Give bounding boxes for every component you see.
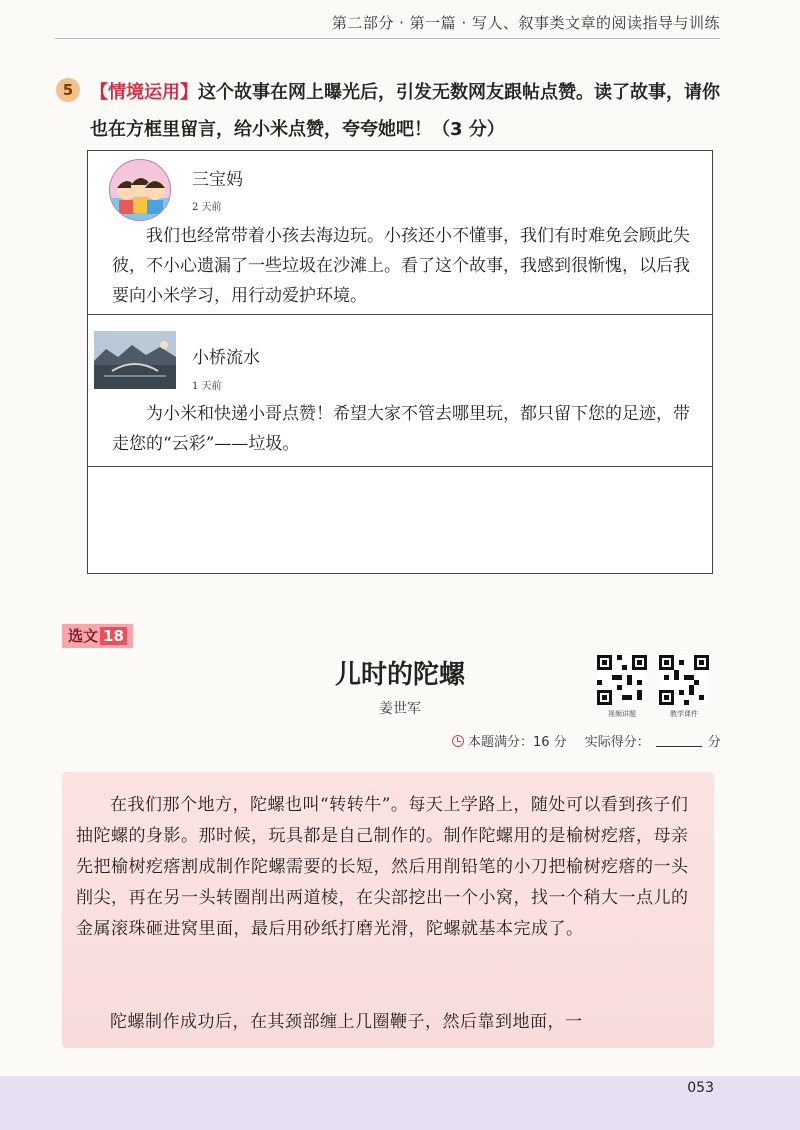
comment-time: 2 天前 xyxy=(192,202,222,213)
score-blank[interactable] xyxy=(656,735,702,747)
question-number-badge: 5 xyxy=(56,78,80,102)
qr-label: 视频讲题 xyxy=(608,710,636,718)
clock-icon xyxy=(452,735,464,747)
comment-time: 1 天前 xyxy=(192,381,222,392)
article-author: 姜世军 xyxy=(379,701,421,717)
comment-item xyxy=(88,315,712,467)
score-unit: 分 xyxy=(707,735,721,750)
passage-paragraph: 在我们那个地方，陀螺也叫“转转牛”。每天上学路上，随处可以看到孩子们抽陀螺的身影。那时候，玩具都是自己制作的。制作陀螺用的是榆树疙瘩，母亲先把榆树疙瘩割成制作陀螺需要的长短，然后用削铅笔的小刀把榆树疙瘩的一头削尖，再在另一头转圈削出两道棱，在尖部挖出一个小窝，找一个稍大一点儿的金属滚珠砸进窝里面，最后用砂纸打磨光滑，陀螺就基本完成了。 xyxy=(76,795,689,939)
score-line xyxy=(452,731,721,750)
actual-score-label: 实际得分： xyxy=(584,735,650,750)
comment-user-name: 小桥流水 xyxy=(192,348,260,368)
article-title: 儿时的陀螺 xyxy=(334,660,465,690)
qr-code-icon[interactable] xyxy=(659,655,709,705)
section-tag xyxy=(62,624,133,648)
page-number: 053 xyxy=(687,1080,714,1096)
children-avatar-icon xyxy=(109,159,171,221)
qr-label: 教学课件 xyxy=(670,710,698,718)
passage-box xyxy=(62,772,714,1048)
question-body: 这个故事在网上曝光后，引发无数网友跟帖点赞。读了故事，请你也在方框里留言，给小米点赞，夸夸她吧！（3 分） xyxy=(90,82,720,140)
footer-band xyxy=(0,1076,800,1130)
full-score-label: 本题满分：16 分 xyxy=(468,735,567,750)
landscape-photo-avatar xyxy=(94,331,176,389)
comment-body: 我们也经常带着小孩去海边玩。小孩还小不懂事，我们有时难免会顾此失彼，不小心遗漏了一些垃圾在沙滩上。看了这个故事，我感到很惭愧，以后我要向小米学习，用行动爱护环境。 xyxy=(112,226,690,306)
question-text xyxy=(90,74,730,148)
comment-user-name: 三宝妈 xyxy=(192,170,243,190)
page-header-title: 第二部分 · 第一篇 · 写人、叙事类文章的阅读指导与训练 xyxy=(331,14,720,32)
header-divider xyxy=(55,38,720,39)
section-number: 18 xyxy=(100,627,127,645)
comment-body: 为小米和快递小哥点赞！希望大家不管去哪里玩，都只留下您的足迹，带走您的“云彩”——垃圾。 xyxy=(112,404,690,454)
section-label: 选文 xyxy=(68,627,99,645)
passage-paragraph: 陀螺制作成功后，在其颈部缠上几圈鞭子，然后靠到地面，一 xyxy=(110,1012,583,1032)
qr-code-icon[interactable] xyxy=(597,655,647,705)
question-tag: 【情境运用】 xyxy=(90,82,198,103)
comment-item xyxy=(88,151,712,315)
answer-blank-area[interactable] xyxy=(88,467,712,573)
comment-box xyxy=(87,150,713,574)
